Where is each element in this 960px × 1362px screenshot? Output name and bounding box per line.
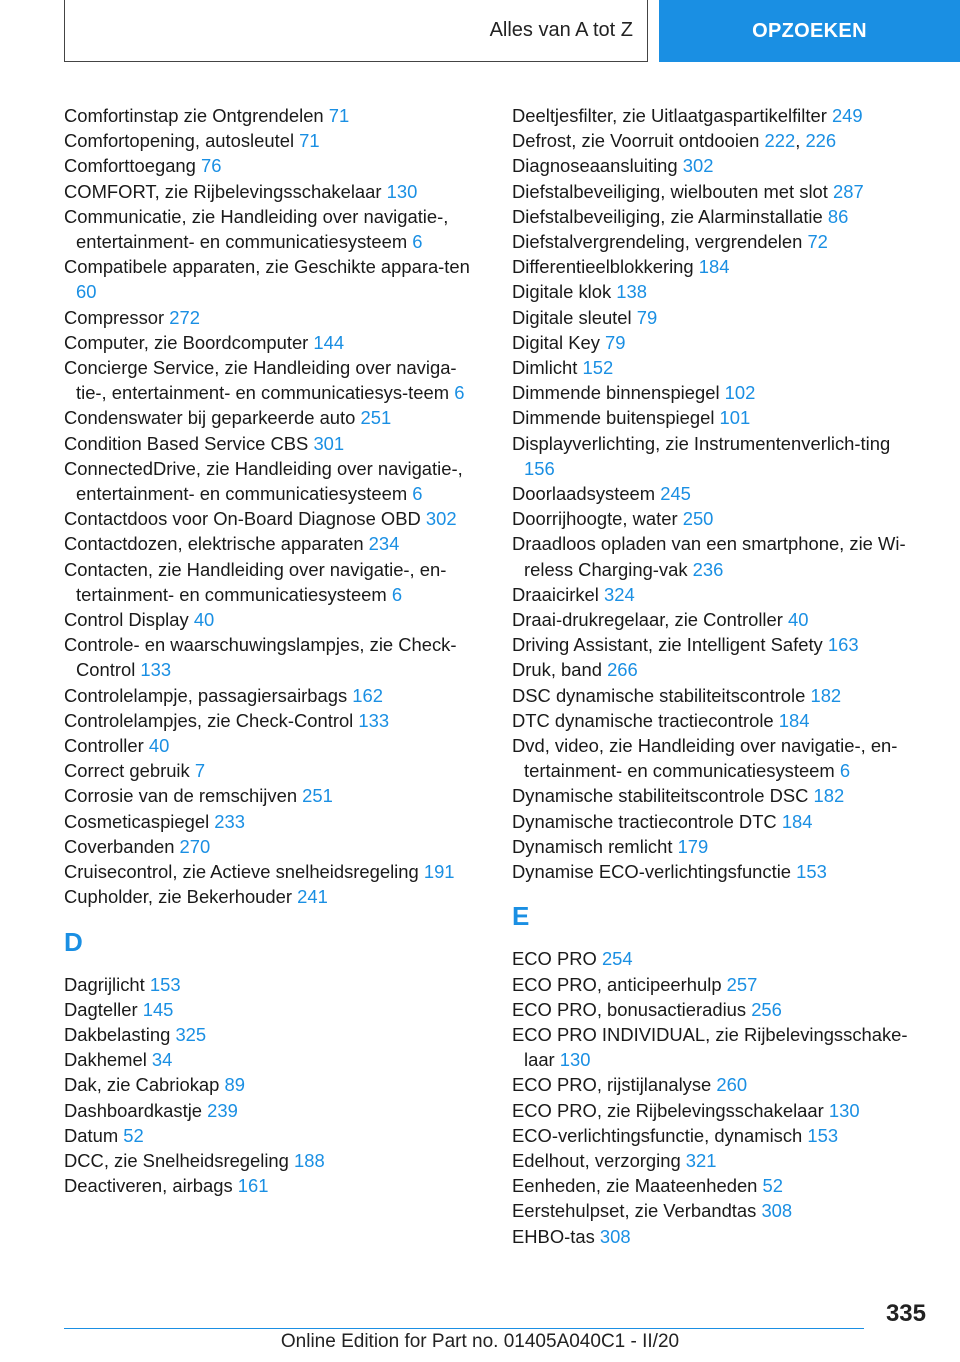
entry-text: Dimlicht: [512, 357, 583, 379]
entry-text: Computer, zie Boordcomputer: [64, 331, 314, 353]
index-entry: [512, 834, 922, 859]
index-entry: [512, 506, 922, 531]
page-link[interactable]: 133: [358, 709, 390, 731]
entry-text: Draaicirkel: [512, 583, 604, 605]
index-entry: [512, 1098, 922, 1123]
index-entry: [64, 683, 484, 708]
entry-text: Digital Key: [512, 331, 606, 353]
index-entry: [512, 531, 922, 581]
page-link[interactable]: 52: [762, 1175, 783, 1197]
index-entry: [512, 1173, 922, 1198]
entry-text: Compressor: [64, 306, 170, 328]
page-link[interactable]: 270: [179, 835, 211, 857]
index-entry: [64, 103, 484, 128]
page-link[interactable]: 191: [423, 861, 455, 883]
page-link[interactable]: 256: [751, 998, 782, 1020]
index-entry: [64, 254, 484, 304]
page-link[interactable]: 145: [142, 998, 174, 1020]
page-link[interactable]: 254: [601, 948, 633, 970]
entry-text: Digitale sleutel: [512, 306, 637, 328]
page-link[interactable]: 179: [677, 835, 709, 857]
page-link[interactable]: 324: [603, 583, 635, 605]
index-entry: [512, 946, 922, 971]
index-entry: [64, 405, 484, 430]
page-link[interactable]: 308: [599, 1225, 631, 1247]
entry-text: Compatibele apparaten, zie Geschikte appara-ten: [64, 256, 470, 278]
tab-title: Alles van A tot Z: [489, 19, 633, 41]
index-entry: [512, 607, 922, 632]
page-link[interactable]: 302: [425, 508, 457, 530]
index-entry: [512, 809, 922, 834]
page-link[interactable]: 241: [297, 886, 328, 908]
index-entry: [64, 506, 484, 531]
entry-text: Coverbanden: [64, 835, 180, 857]
page-link[interactable]: 251: [360, 407, 392, 429]
entry-text: Dagteller: [64, 998, 143, 1020]
page-link[interactable]: 34: [151, 1049, 173, 1071]
index-entry: [512, 229, 922, 254]
footer-divider: [64, 1328, 864, 1329]
index-entry: [64, 204, 484, 254]
entry-text: Druk, band: [512, 659, 608, 681]
page-link[interactable]: 250: [682, 508, 714, 530]
page-link[interactable]: 6: [839, 760, 851, 782]
entry-text: Eenheden, zie Maateenheden: [512, 1175, 763, 1197]
index-entry: [64, 632, 484, 682]
index-entry: [512, 783, 922, 808]
entry-text: Cosmeticaspiegel: [64, 810, 215, 832]
entry-text: Dynamische tractiecontrole DTC: [512, 810, 782, 832]
page-link[interactable]: 7: [194, 760, 206, 782]
index-entry: [64, 1148, 484, 1173]
page-link[interactable]: 133: [140, 659, 172, 681]
index-entry: [64, 758, 484, 783]
page-link[interactable]: 249: [831, 105, 863, 126]
entry-text: Doorlaadsysteem: [512, 483, 661, 505]
index-entry: [512, 1123, 922, 1148]
index-entry: [64, 179, 484, 204]
entry-text: Comfortinstap zie Ontgrendelen: [64, 105, 329, 126]
tab-alles-van-a-tot-z[interactable]: [64, 0, 648, 62]
page-link[interactable]: 325: [175, 1023, 207, 1045]
page-link[interactable]: 233: [214, 810, 245, 832]
entry-text: Controlelampjes, zie Check-Control: [64, 709, 359, 731]
index-entry: [512, 1148, 922, 1173]
entry-text: Controlelampje, passagiersairbags: [64, 684, 353, 706]
page-link[interactable]: 6: [412, 483, 423, 505]
page-link[interactable]: 6: [391, 583, 403, 605]
entry-text: Draai-drukregelaar, zie Controller: [512, 609, 788, 631]
index-entry: [64, 834, 484, 859]
page-link[interactable]: 236: [692, 558, 724, 580]
entry-text: Doorrijhoogte, water: [512, 508, 683, 530]
index-entry: [64, 708, 484, 733]
section-letter: E: [512, 901, 530, 932]
index-entry: [512, 997, 922, 1022]
entry-text: Contactdozen, elektrische apparaten: [64, 533, 369, 555]
index-entry: [64, 1047, 484, 1072]
entry-text: Comfortopening, autosleutel: [64, 130, 300, 152]
entry-text: Differentieelblokkering: [512, 256, 699, 278]
entry-text: DTC dynamische tractiecontrole: [512, 709, 779, 731]
index-entry: [512, 683, 922, 708]
page-link[interactable]: 222: [764, 130, 796, 152]
page-link[interactable]: 86: [827, 205, 849, 227]
entry-text: Defrost, zie Voorruit ontdooien: [512, 130, 765, 152]
page-link[interactable]: 152: [582, 357, 614, 379]
index-entry: [64, 355, 484, 405]
index-entry: [512, 254, 922, 279]
index-entry: [64, 153, 484, 178]
index-entry: [64, 859, 484, 884]
entry-text: Deeltjesfilter, zie Uitlaatgaspartikelfilter: [512, 105, 832, 126]
index-entry: [512, 153, 922, 178]
index-entry: [512, 972, 922, 997]
entry-text: Contactdoos voor On-Board Diagnose OBD: [64, 508, 426, 530]
page-link[interactable]: 234: [368, 533, 400, 555]
entry-text: Digitale klok: [512, 281, 617, 303]
entry-text: Control Display: [64, 609, 194, 631]
index-entry: [64, 1173, 484, 1198]
entry-text: Corrosie van de remschijven: [64, 785, 303, 807]
page-link[interactable]: 239: [207, 1099, 238, 1121]
index-entry: [64, 330, 484, 355]
index-entry: [512, 708, 922, 733]
section-letter: D: [64, 926, 83, 957]
entry-text: ECO PRO, zie Rijbelevingsschakelaar: [512, 1099, 829, 1121]
page-link[interactable]: 130: [559, 1049, 591, 1071]
page-link[interactable]: 182: [810, 684, 842, 706]
entry-text: Cupholder, zie Bekerhouder: [64, 886, 298, 908]
entry-text: Driving Assistant, zie Intelligent Safety: [512, 634, 828, 656]
entry-text: Eerstehulpset, zie Verbandtas: [512, 1200, 762, 1222]
page-link[interactable]: 101: [719, 407, 751, 429]
tab-opzoeken[interactable]: [659, 0, 960, 62]
entry-text: COMFORT, zie Rijbelevingsschakelaar: [64, 180, 387, 202]
index-entry: [512, 1198, 922, 1223]
entry-text: ECO PRO, rijstijlanalyse: [512, 1074, 717, 1096]
page-link[interactable]: 184: [781, 810, 813, 832]
entry-text: Condenswater bij geparkeerde auto: [64, 407, 361, 429]
page-link[interactable]: 287: [832, 180, 864, 202]
page-link[interactable]: 245: [660, 483, 691, 505]
entry-text: Edelhout, verzorging: [512, 1149, 686, 1171]
entry-text: Correct gebruik: [64, 760, 195, 782]
index-entry: [64, 456, 484, 506]
entry-text: ECO PRO INDIVIDUAL, zie Rijbelevingsschake-laar: [512, 1023, 908, 1071]
index-entry: [64, 531, 484, 556]
entry-text: ECO PRO, anticipeerhulp: [512, 973, 727, 995]
page-link[interactable]: 272: [169, 306, 200, 328]
index-entry: [512, 632, 922, 657]
page-link[interactable]: 184: [698, 256, 730, 278]
entry-text: Dagrijlicht: [64, 973, 150, 995]
footer-edition: Online Edition for Part no. 01405A040C1 - II/20: [280, 1331, 680, 1352]
page-link[interactable]: 162: [352, 684, 383, 706]
index-entry: [64, 1098, 484, 1123]
index-entry: [64, 128, 484, 153]
page-link[interactable]: 72: [807, 231, 828, 253]
page-link[interactable]: 71: [299, 130, 320, 152]
entry-text: ConnectedDrive, zie Handleiding over navigatie-, entertainment- en communicatiesysteem: [64, 457, 463, 505]
entry-text: Comforttoegang: [64, 155, 201, 177]
page-link[interactable]: 153: [149, 973, 181, 995]
entry-text: Diagnoseaansluiting: [512, 155, 683, 177]
page-link[interactable]: 130: [828, 1099, 860, 1121]
page-link[interactable]: 153: [807, 1124, 839, 1146]
index-entry: [64, 305, 484, 330]
entry-text: Dvd, video, zie Handleiding over navigatie-, en-tertainment- en communicatiesysteem: [512, 735, 898, 782]
entry-text: Contacten, zie Handleiding over navigatie-, en-tertainment- en communicatiesysteem: [64, 558, 447, 605]
entry-text: Dakhemel: [64, 1049, 152, 1071]
entry-text: Deactiveren, airbags: [64, 1175, 238, 1197]
page-link[interactable]: 102: [724, 382, 756, 404]
page-link[interactable]: 40: [148, 735, 170, 757]
page-link[interactable]: 182: [813, 785, 845, 807]
page-link[interactable]: 130: [386, 180, 418, 202]
entry-text: Controle- en waarschuwingslampjes, zie Check-Control: [64, 634, 457, 681]
entry-text: Dynamische stabiliteitscontrole DSC: [512, 785, 814, 807]
index-entry: [512, 1224, 922, 1249]
index-entry: [64, 809, 484, 834]
entry-text: DCC, zie Snelheidsregeling: [64, 1149, 294, 1171]
index-entry: [64, 607, 484, 632]
page-link[interactable]: 226: [805, 130, 837, 152]
index-column-left: [64, 103, 484, 1198]
search-tab-label: OPZOEKEN: [752, 19, 867, 42]
entry-text: Draadloos opladen van een smartphone, zie Wi-reless Charging-vak: [512, 533, 906, 580]
entry-text: Datum: [64, 1124, 124, 1146]
page-link[interactable]: 188: [294, 1149, 325, 1171]
entry-text: ECO PRO, bonusactieradius: [512, 998, 752, 1020]
entry-text: Dimmende buitenspiegel: [512, 407, 720, 429]
index-entry: [512, 481, 922, 506]
index-entry: [512, 305, 922, 330]
entry-text: Dynamisch remlicht: [512, 835, 678, 857]
page-link[interactable]: 184: [778, 709, 810, 731]
page-link[interactable]: 52: [123, 1124, 144, 1146]
index-entry: [64, 557, 484, 607]
page-link[interactable]: 89: [224, 1074, 245, 1096]
page-number: 335: [885, 1300, 926, 1327]
page-link[interactable]: 79: [636, 306, 658, 328]
page-link[interactable]: 156: [524, 457, 555, 479]
index-entry: [512, 103, 922, 128]
index-entry: Defrost, zie Voorruit ontdooien 222, 226: [512, 130, 837, 152]
index-entry: [512, 733, 922, 783]
page-link[interactable]: 60: [76, 281, 97, 303]
entry-text: EHBO-tas: [512, 1225, 600, 1247]
entry-text: Controller: [64, 735, 149, 757]
index-entry: [512, 431, 922, 481]
page-link[interactable]: 144: [313, 331, 345, 353]
index-entry: [64, 884, 484, 909]
index-entry: [64, 1123, 484, 1148]
entry-text: Dak, zie Cabriokap: [64, 1074, 225, 1096]
entry-text: Dimmende binnenspiegel: [512, 382, 725, 404]
entry-text: Diefstalvergrendeling, vergrendelen: [512, 231, 808, 253]
page-link[interactable]: 153: [796, 861, 827, 883]
page-link[interactable]: 76: [201, 155, 222, 177]
index-entry: [64, 1022, 484, 1047]
entry-text: Dynamise ECO-verlichtingsfunctie: [512, 861, 797, 883]
index-entry: [512, 1022, 922, 1072]
entry-text: Dashboardkastje: [64, 1099, 208, 1121]
header-tabs: [0, 0, 960, 64]
entry-text: Concierge Service, zie Handleiding over naviga-tie-, entertainment- en communicatiesys-teem: [64, 357, 457, 404]
page-link[interactable]: 301: [313, 432, 345, 454]
page-link[interactable]: 71: [328, 105, 350, 126]
page-link[interactable]: 40: [787, 609, 809, 631]
index-entry: [512, 179, 922, 204]
entry-text: Diefstalbeveiliging, zie Alarminstallatie: [512, 205, 828, 227]
page-link[interactable]: 266: [607, 659, 638, 681]
index-entry: [512, 859, 922, 884]
page-link[interactable]: 257: [726, 973, 758, 995]
index-entry: [64, 733, 484, 758]
entry-text: DSC dynamische stabiliteitscontrole: [512, 684, 811, 706]
index-entry: [512, 204, 922, 229]
page-link[interactable]: 308: [761, 1200, 793, 1222]
page-link[interactable]: 6: [454, 382, 465, 404]
entry-text: Displayverlichting, zie Instrumentenverlich-ting: [512, 432, 891, 454]
index-entry: [64, 783, 484, 808]
page-link[interactable]: 6: [412, 231, 423, 253]
entry-text: Diefstalbeveiliging, wielbouten met slot: [512, 180, 833, 202]
page-link[interactable]: 40: [193, 609, 215, 631]
index-entry: [512, 330, 922, 355]
index-entry: [512, 405, 922, 430]
entry-text: Condition Based Service CBS: [64, 432, 314, 454]
index-entry: [512, 1072, 922, 1097]
page-link[interactable]: 321: [685, 1149, 717, 1171]
index-entry: [64, 431, 484, 456]
page-link[interactable]: 163: [827, 634, 859, 656]
page-link[interactable]: 260: [716, 1074, 748, 1096]
page-link[interactable]: 251: [302, 785, 333, 807]
entry-text: Cruisecontrol, zie Actieve snelheidsregeling: [64, 861, 424, 883]
index-entry: [64, 1072, 484, 1097]
entry-text: ECO-verlichtingsfunctie, dynamisch: [512, 1124, 808, 1146]
index-entry: [512, 279, 922, 304]
index-column-right: [512, 103, 922, 1249]
entry-text: ECO PRO: [512, 948, 602, 970]
page-link[interactable]: 161: [237, 1175, 269, 1197]
index-entry: [64, 972, 484, 997]
page-link[interactable]: 302: [682, 155, 714, 177]
index-entry: [512, 380, 922, 405]
index-entry: [512, 657, 922, 682]
index-entry: [64, 997, 484, 1022]
page-link[interactable]: 138: [616, 281, 647, 303]
index-entry: [512, 355, 922, 380]
page-link[interactable]: 79: [605, 331, 626, 353]
index-entry: [512, 582, 922, 607]
entry-text: Communicatie, zie Handleiding over navigatie-, entertainment- en communicatiesysteem: [64, 205, 449, 253]
entry-text: Dakbelasting: [64, 1023, 176, 1045]
